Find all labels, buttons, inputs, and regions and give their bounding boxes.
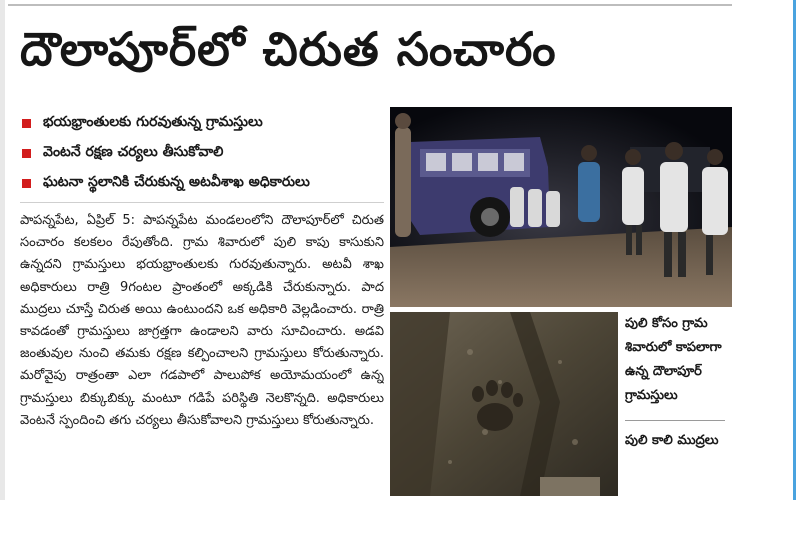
article-paragraph: పాపన్నపేట, ఏప్రిల్ 5: పాపన్నపేట మండలంలోని దౌలాపూర్‌లో చిరుత సంచారం కలకలం రేపుతోంది. గ్రామ శివారులో పులి కాపు కాసుకుని ఉన్నదని గ్రామస్తులు భయభ్రాంతులకు గురవుతున్నారు. అటవీ శాఖ అధికారులు రాత్రి 9గంటల ప్రాంతంలో అక్కడికి చేరుకున్నారు. పాద ముద్రలు చూస్తే చిరుత అయి ఉంటుందని ఒక అధికారి వెల్లడించారు. రాత్రి కావడంతో గ్రామస్తులు జాగ్రత్తగా ఉండాలని వారు సూచించారు. అడవి జంతువుల నుంచి తమకు రక్షణ కల్పించాలని గ్రామస్తులు కోరుతున్నారు. మరోవైపు రాత్రంతా ఎలా గడపాలో పాలుపోక అయోమయంలో ఉన్న గ్రామస్తులు బిక్కుబిక్కు మంటూ గడిపే పరిస్థితి నెలకొన్నది. అధికారులు వెంటనే స్పందించి తగు చర్యలు తీసుకోవాలని గ్రామస్తులు కోరుతున్నారు.	[20, 213, 384, 428]
red-square-icon	[22, 149, 31, 158]
caption-pawprints: పులి కాలి ముద్రలు	[625, 433, 719, 448]
bullet-item	[22, 168, 382, 198]
pawprint-photo	[390, 312, 618, 496]
caption-divider	[625, 420, 725, 421]
highlight-bullets	[22, 108, 382, 198]
headline: దౌలాపూర్‌లో చిరుత సంచారం	[20, 22, 557, 76]
left-margin-strip	[0, 0, 5, 500]
photo-captions	[625, 312, 732, 453]
bullet-item	[22, 108, 382, 138]
villagers-night-photo	[390, 107, 732, 307]
red-square-icon	[22, 119, 31, 128]
bullet-text: ఘటనా స్థలానికి చేరుకున్న అటవీశాఖ అధికారులు	[43, 173, 310, 190]
caption-villagers: పులి కోసం గ్రామ శివారులో కాపలాగా ఉన్న దౌలాపూర్ గ్రామస్తులు	[625, 316, 722, 403]
right-edge-accent	[793, 0, 796, 500]
bullets-divider	[20, 202, 384, 203]
top-divider	[8, 4, 732, 6]
red-square-icon	[22, 179, 31, 188]
bullet-text: వెంటనే రక్షణ చర్యలు తీసుకోవాలి	[43, 143, 224, 160]
article-body	[20, 210, 384, 500]
bullet-item	[22, 138, 382, 168]
bullet-text: భయభ్రాంతులకు గురవుతున్న గ్రామస్తులు	[43, 113, 263, 130]
